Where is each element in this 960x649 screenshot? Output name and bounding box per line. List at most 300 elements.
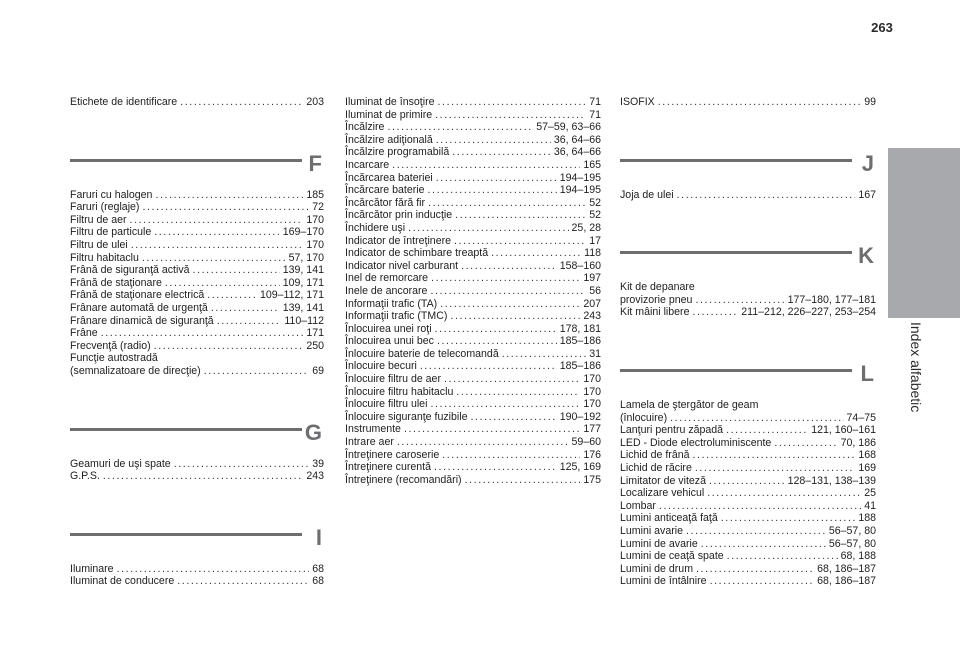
dot-leader: [701, 538, 826, 551]
index-entry: [620, 412, 876, 425]
entry-pages: 207: [583, 297, 601, 310]
entry-label: Incarcare: [345, 158, 390, 171]
index-entry: [620, 449, 876, 462]
entry-label: Localizare vehicul: [620, 487, 705, 500]
entry-label: (semnalizatoare de direcţie): [70, 364, 201, 377]
entry-pages: 57, 170: [288, 251, 324, 264]
index-entry: [70, 289, 324, 302]
dot-leader: [502, 348, 586, 361]
entry-label: provizorie pneu: [620, 293, 693, 306]
entry-label: Kit mâini libere: [620, 306, 690, 319]
entry-pages: 110–112: [284, 314, 324, 327]
index-entry: [345, 436, 601, 449]
entry-label: Geamuri de uşi spate: [70, 457, 171, 470]
entry-label: Lombar: [620, 499, 656, 512]
dot-leader: [471, 411, 557, 424]
dot-leader: [710, 575, 815, 588]
index-entry: [70, 214, 324, 227]
entry-label: Informaţii trafic (TA): [345, 297, 438, 310]
section-letter: J: [861, 150, 874, 176]
index-entry: [70, 315, 324, 328]
dot-leader: [435, 323, 557, 336]
dot-leader: [707, 487, 861, 500]
entry-pages: 109–112, 171: [259, 289, 324, 302]
dot-leader: [428, 184, 557, 197]
dot-leader: [436, 134, 551, 147]
dot-leader: [727, 550, 838, 563]
entry-label: Încărcător prin inducţie: [345, 209, 453, 222]
index-entry: [620, 538, 876, 551]
page-number: 263: [871, 20, 893, 35]
dot-leader: [397, 436, 569, 449]
index-entry: [70, 96, 324, 109]
entry-label: Lumini de ceaţă spate: [620, 550, 724, 563]
index-entry: [620, 294, 876, 307]
dot-leader: [430, 285, 586, 298]
section-header: [620, 355, 876, 395]
index-entry: [70, 201, 324, 214]
section-divider: [70, 428, 302, 431]
dot-leader: [438, 96, 587, 109]
entry-label: Încălzire: [345, 121, 385, 134]
index-entry: [620, 512, 876, 525]
entry-label: Înlocuire siguranţe fuzibile: [345, 410, 468, 423]
entry-pages: 169: [858, 461, 876, 474]
entry-label: Filtru habitaclu: [70, 251, 139, 264]
entry-label: Inel de remorcare: [345, 272, 429, 285]
entry-pages: 52: [589, 209, 601, 222]
entry-label: Încărcător fără fir: [345, 196, 426, 209]
section-header: [70, 145, 324, 185]
section-letter: G: [304, 419, 322, 445]
dot-leader: [436, 172, 557, 185]
entry-pages: 211–212, 226–227, 253–254: [741, 306, 876, 319]
entry-label: Frânare automată de urgenţă: [70, 301, 208, 314]
entry-pages: 185–186: [559, 360, 601, 373]
index-entry: [345, 260, 601, 273]
dot-leader: [444, 373, 580, 386]
entry-label: Informaţii trafic (TMC): [345, 310, 448, 323]
entry-label: Iluminat de însoţire: [345, 96, 435, 108]
dot-leader: [437, 335, 557, 348]
dot-leader: [103, 470, 303, 483]
index-entry: [620, 500, 876, 513]
entry-label: Indicator nivel carburant: [345, 259, 459, 272]
index-entry: [345, 96, 601, 109]
entry-label: Lichid de frână: [620, 449, 690, 462]
entry-label: Filtru de aer: [70, 213, 127, 226]
dot-leader: [435, 109, 586, 122]
dot-leader: [420, 360, 557, 373]
entry-pages: 57–59, 63–66: [536, 121, 601, 134]
entry-label: Încălzire programabilă: [345, 146, 450, 159]
entry-label: Lichid de răcire: [620, 461, 692, 474]
dot-leader: [440, 298, 580, 311]
section-letter: L: [860, 360, 874, 386]
index-entry: [345, 247, 601, 260]
entry-pages: 170: [306, 238, 324, 251]
index-entry: [620, 189, 876, 202]
dot-leader: [659, 500, 861, 513]
entry-label: Intrare aer: [345, 436, 394, 449]
entry-label: Lumini anticeaţă faţă: [620, 512, 718, 525]
dot-leader: [696, 563, 814, 576]
index-entry: [620, 525, 876, 538]
index-entry: [620, 475, 876, 488]
entry-pages: 69: [312, 364, 324, 377]
dot-leader: [211, 302, 280, 315]
section-divider: [620, 159, 852, 162]
index-entry: [345, 222, 601, 235]
entry-pages: 31: [589, 347, 601, 360]
index-entry: [620, 306, 876, 319]
entry-label: Înlocuirea unui bec: [345, 335, 434, 348]
section-divider: [70, 159, 302, 162]
dot-leader: [180, 96, 303, 109]
index-entry: [620, 96, 876, 109]
entry-pages: 170: [583, 373, 601, 386]
dot-leader: [392, 159, 580, 172]
dot-leader: [721, 512, 856, 525]
index-entry: [620, 487, 876, 500]
entry-pages: 68, 188: [840, 550, 876, 563]
section-divider: [620, 369, 852, 372]
entry-label: Frecvenţă (radio): [70, 339, 151, 352]
entry-pages: 17: [589, 234, 601, 247]
index-entry: Lamela de ştergător de geam: [620, 398, 759, 411]
index-entry: [345, 335, 601, 348]
entry-pages: 25: [864, 487, 876, 500]
dot-leader: [452, 146, 551, 159]
entry-label: Iluminat de primire: [345, 108, 433, 121]
index-entry: [70, 340, 324, 353]
entry-pages: 175: [583, 473, 601, 486]
index-column-1: [70, 96, 324, 588]
entry-label: Frâne: [70, 327, 98, 340]
dot-leader: [677, 189, 856, 202]
dot-leader: [465, 474, 581, 487]
index-entry: [345, 323, 601, 336]
entry-label: ISOFIX: [620, 96, 655, 108]
dot-leader: [461, 260, 557, 273]
entry-label: Indicator de întreţinere: [345, 234, 451, 247]
entry-label: (înlocuire): [620, 411, 668, 424]
index-column-2: [345, 96, 601, 486]
dot-leader: [404, 423, 580, 436]
entry-label: Frână de staţionare electrică: [70, 289, 205, 302]
index-entry: [345, 348, 601, 361]
index-entry: [70, 302, 324, 315]
index-entry: [620, 563, 876, 576]
entry-label: Frânare dinamică de siguranţă: [70, 314, 214, 327]
index-entry: [345, 310, 601, 323]
section-tab: [888, 318, 960, 458]
entry-label: Întreţinere (recomandări): [345, 473, 462, 486]
entry-pages: 68, 186–187: [817, 575, 876, 588]
entry-label: Încărcarea bateriei: [345, 171, 433, 184]
dot-leader: [155, 189, 303, 202]
entry-pages: 128–131, 138–139: [787, 474, 876, 487]
entry-label: Lumini de avarie: [620, 537, 698, 550]
dot-leader: [450, 310, 580, 323]
dot-leader: [131, 239, 304, 252]
entry-label: Inele de ancorare: [345, 284, 428, 297]
entry-pages: 56–57, 80: [828, 537, 876, 550]
entry-pages: 41: [864, 499, 876, 512]
section-header: [70, 519, 324, 559]
entry-pages: 185: [306, 188, 324, 201]
entry-label: Încălzire adiţională: [345, 133, 433, 146]
index-entry: [345, 373, 601, 386]
entry-pages: 36, 64–66: [553, 133, 601, 146]
dot-leader: [431, 272, 580, 285]
dot-leader: [695, 462, 855, 475]
index-entry: [70, 563, 324, 576]
entry-pages: 194–195: [559, 184, 601, 197]
dot-leader: [117, 563, 310, 576]
entry-label: Limitator de viteză: [620, 474, 706, 487]
index-entry: [70, 458, 324, 471]
entry-pages: 52: [589, 196, 601, 209]
dot-leader: [387, 121, 533, 134]
dot-leader: [101, 327, 304, 340]
dot-leader: [130, 214, 304, 227]
section-letter: F: [308, 150, 322, 176]
index-entry: [620, 462, 876, 475]
entry-label: Faruri (reglaje): [70, 201, 140, 214]
dot-leader: [142, 252, 286, 265]
entry-pages: 170: [306, 213, 324, 226]
index-entry: [345, 184, 601, 197]
entry-pages: 170: [583, 385, 601, 398]
index-entry: [345, 134, 601, 147]
entry-label: G.P.S.: [70, 470, 100, 483]
entry-pages: 243: [306, 470, 324, 483]
index-entry: [70, 365, 324, 378]
dot-leader: [142, 201, 309, 214]
dot-leader: [165, 277, 280, 290]
dot-leader: [695, 294, 784, 307]
entry-label: Etichete de identificare: [70, 96, 178, 108]
section-divider: [70, 533, 302, 536]
dot-leader: [455, 209, 586, 222]
entry-label: Lumini de întâlnire: [620, 575, 707, 588]
dot-leader: [456, 386, 580, 399]
entry-pages: 177: [583, 423, 601, 436]
index-entry: Funcţie autostradă: [70, 352, 158, 365]
entry-pages: 197: [583, 272, 601, 285]
index-entry: [70, 575, 324, 588]
entry-label: Lumini avarie: [620, 524, 684, 537]
entry-label: Iluminat de conducere: [70, 575, 175, 588]
section-header: [620, 145, 876, 185]
entry-pages: 59–60: [571, 436, 601, 449]
index-entry: [70, 252, 324, 265]
entry-label: Iluminare: [70, 562, 114, 575]
index-entry: [345, 121, 601, 134]
entry-pages: 118: [584, 247, 601, 260]
index-column-3: [620, 96, 876, 588]
entry-label: Închidere uşi: [345, 221, 406, 234]
entry-pages: 74–75: [846, 411, 876, 424]
entry-label: Filtru de particule: [70, 226, 152, 239]
index-entry: [620, 437, 876, 450]
entry-pages: 171: [306, 327, 324, 340]
entry-label: Întreţinere caroserie: [345, 448, 440, 461]
index-entry: [70, 264, 324, 277]
entry-label: Înlocuire filtru habitaclu: [345, 385, 454, 398]
dot-leader: [434, 461, 557, 474]
dot-leader: [177, 575, 309, 588]
index-entry: [70, 277, 324, 290]
entry-pages: 71: [589, 96, 601, 108]
dot-leader: [491, 247, 581, 260]
entry-pages: 125, 169: [559, 461, 601, 474]
index-entry: Kit de depanare: [620, 281, 695, 294]
dot-leader: [428, 197, 586, 210]
entry-pages: 71: [589, 108, 601, 121]
index-entry: [345, 146, 601, 159]
index-entry: [345, 449, 601, 462]
entry-label: Încărcare baterie: [345, 184, 425, 197]
index-entry: [70, 239, 324, 252]
entry-label: Faruri cu halogen: [70, 188, 153, 201]
entry-pages: 68: [312, 562, 324, 575]
entry-pages: 185–186: [559, 335, 601, 348]
entry-label: Joja de ulei: [620, 188, 674, 201]
dot-leader: [207, 289, 257, 302]
index-entry: [345, 386, 601, 399]
entry-label: Înlocuirea unei roţi: [345, 322, 432, 335]
section-letter: K: [858, 243, 874, 269]
index-entry: [345, 423, 601, 436]
entry-pages: 243: [583, 310, 601, 323]
index-entry: [345, 360, 601, 373]
dot-leader: [709, 475, 785, 488]
entry-pages: 139, 141: [282, 301, 324, 314]
entry-pages: 194–195: [559, 171, 601, 184]
entry-pages: 36, 64–66: [553, 146, 601, 159]
entry-label: Întreţinere curentă: [345, 461, 431, 474]
entry-pages: 72: [312, 201, 324, 214]
dot-leader: [154, 340, 304, 353]
index-entry: [70, 470, 324, 483]
index-entry: [345, 272, 601, 285]
index-entry: [345, 197, 601, 210]
entry-pages: 167: [858, 188, 876, 201]
index-entry: [345, 411, 601, 424]
entry-pages: 176: [583, 448, 601, 461]
entry-pages: 99: [864, 96, 876, 108]
dot-leader: [454, 235, 586, 248]
entry-pages: 109, 171: [282, 276, 324, 289]
dot-leader: [726, 424, 808, 437]
entry-pages: 177–180, 177–181: [787, 293, 876, 306]
dot-leader: [670, 412, 843, 425]
index-entry: [345, 474, 601, 487]
section-header: [620, 237, 876, 277]
entry-label: Înlocuire becuri: [345, 360, 417, 373]
index-entry: [345, 461, 601, 474]
section-letter: I: [315, 524, 322, 550]
entry-pages: 165: [583, 158, 601, 171]
entry-pages: 56: [589, 284, 601, 297]
entry-pages: 56–57, 80: [828, 524, 876, 537]
dot-leader: [658, 96, 861, 109]
entry-pages: 190–192: [559, 410, 601, 423]
index-entry: [620, 550, 876, 563]
entry-pages: 139, 141: [282, 264, 324, 277]
dot-leader: [154, 226, 279, 239]
entry-label: Filtru de ulei: [70, 238, 128, 251]
index-entry: [345, 235, 601, 248]
dot-leader: [442, 449, 580, 462]
dot-leader: [430, 398, 580, 411]
entry-pages: 25, 28: [571, 221, 601, 234]
dot-leader: [174, 458, 310, 471]
index-entry: [345, 209, 601, 222]
entry-pages: 203: [306, 96, 324, 108]
index-entry: [345, 172, 601, 185]
dot-leader: [204, 365, 309, 378]
entry-pages: 68: [312, 575, 324, 588]
entry-pages: 121, 160–161: [811, 424, 876, 437]
entry-label: Frână de staţionare: [70, 276, 162, 289]
entry-pages: 39: [312, 457, 324, 470]
section-tab-label: Index alfabetic: [908, 322, 924, 413]
index-entry: [345, 159, 601, 172]
index-entry: [345, 109, 601, 122]
entry-label: Lanţuri pentru zăpadă: [620, 424, 724, 437]
entry-pages: 178, 181: [559, 322, 601, 335]
dot-leader: [692, 306, 738, 319]
entry-label: Înlocuire baterie de telecomandă: [345, 347, 499, 360]
index-entry: [620, 575, 876, 588]
entry-pages: 170: [583, 398, 601, 411]
entry-label: Frână de siguranţă activă: [70, 264, 190, 277]
index-entry: [70, 226, 324, 239]
entry-label: Înlocuire filtru ulei: [345, 398, 428, 411]
entry-pages: 158–160: [559, 259, 601, 272]
entry-pages: 188: [858, 512, 876, 525]
index-entry: [70, 189, 324, 202]
entry-pages: 169–170: [282, 226, 324, 239]
dot-leader: [408, 222, 568, 235]
dot-leader: [193, 264, 280, 277]
entry-pages: 168: [858, 449, 876, 462]
entry-pages: 68, 186–187: [817, 562, 876, 575]
index-entry: [345, 285, 601, 298]
entry-pages: 250: [306, 339, 324, 352]
section-header: [70, 414, 324, 454]
section-divider: [620, 251, 852, 254]
entry-label: LED - Diode electroluminiscente: [620, 436, 772, 449]
index-entry: [70, 327, 324, 340]
entry-label: Înlocuire filtru de aer: [345, 373, 441, 386]
entry-label: Lumini de drum: [620, 562, 694, 575]
dot-leader: [217, 315, 282, 328]
index-entry: [345, 398, 601, 411]
entry-pages: 70, 186: [840, 436, 876, 449]
entry-label: Indicator de schimbare treaptă: [345, 247, 489, 260]
index-entry: [345, 298, 601, 311]
dot-leader: [693, 449, 856, 462]
dot-leader: [686, 525, 826, 538]
section-tab-marker: [888, 148, 960, 318]
entry-label: Instrumente: [345, 423, 401, 436]
dot-leader: [774, 437, 837, 450]
index-entry: [620, 424, 876, 437]
